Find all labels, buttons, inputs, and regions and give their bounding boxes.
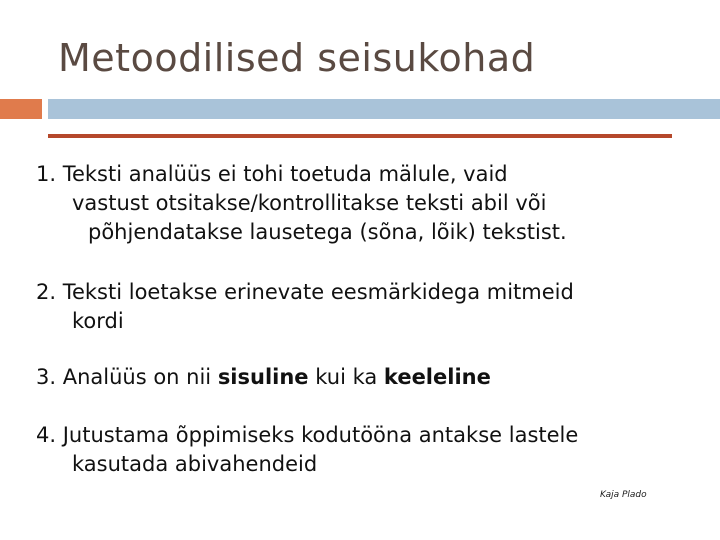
list-item-4 xyxy=(36,421,578,479)
list-item-line: põhjendatakse lausetega (sõna, lõik) tekstist. xyxy=(88,220,567,244)
accent-bar-blue xyxy=(48,99,720,119)
list-item-2 xyxy=(36,278,574,336)
list-item-line: kasutada abivahendeid xyxy=(72,452,318,476)
list-item-1 xyxy=(36,160,567,247)
list-item-line xyxy=(36,363,491,392)
accent-bar-orange xyxy=(0,99,42,119)
list-item-text: kui ka xyxy=(308,365,384,389)
title-underline-rule xyxy=(48,134,672,138)
list-item-text: 3. Analüüs on nii xyxy=(36,365,218,389)
author-credit: Kaja Plado xyxy=(600,490,647,500)
list-item-line: 1. Teksti analüüs ei tohi toetuda mälule, vaid xyxy=(36,162,508,186)
slide-title: Metoodilised seisukohad xyxy=(58,36,536,80)
list-item-line: vastust otsitakse/kontrollitakse teksti abil või xyxy=(72,191,547,215)
emphasis-keeleline: keeleline xyxy=(383,365,491,389)
list-item-line: 4. Jutustama õppimiseks kodutööna antakse lastele xyxy=(36,423,579,447)
emphasis-sisuline: sisuline xyxy=(217,365,309,389)
list-item-3 xyxy=(36,363,491,392)
list-item-line: kordi xyxy=(72,309,124,333)
list-item-line: 2. Teksti loetakse erinevate eesmärkidega mitmeid xyxy=(36,280,574,304)
